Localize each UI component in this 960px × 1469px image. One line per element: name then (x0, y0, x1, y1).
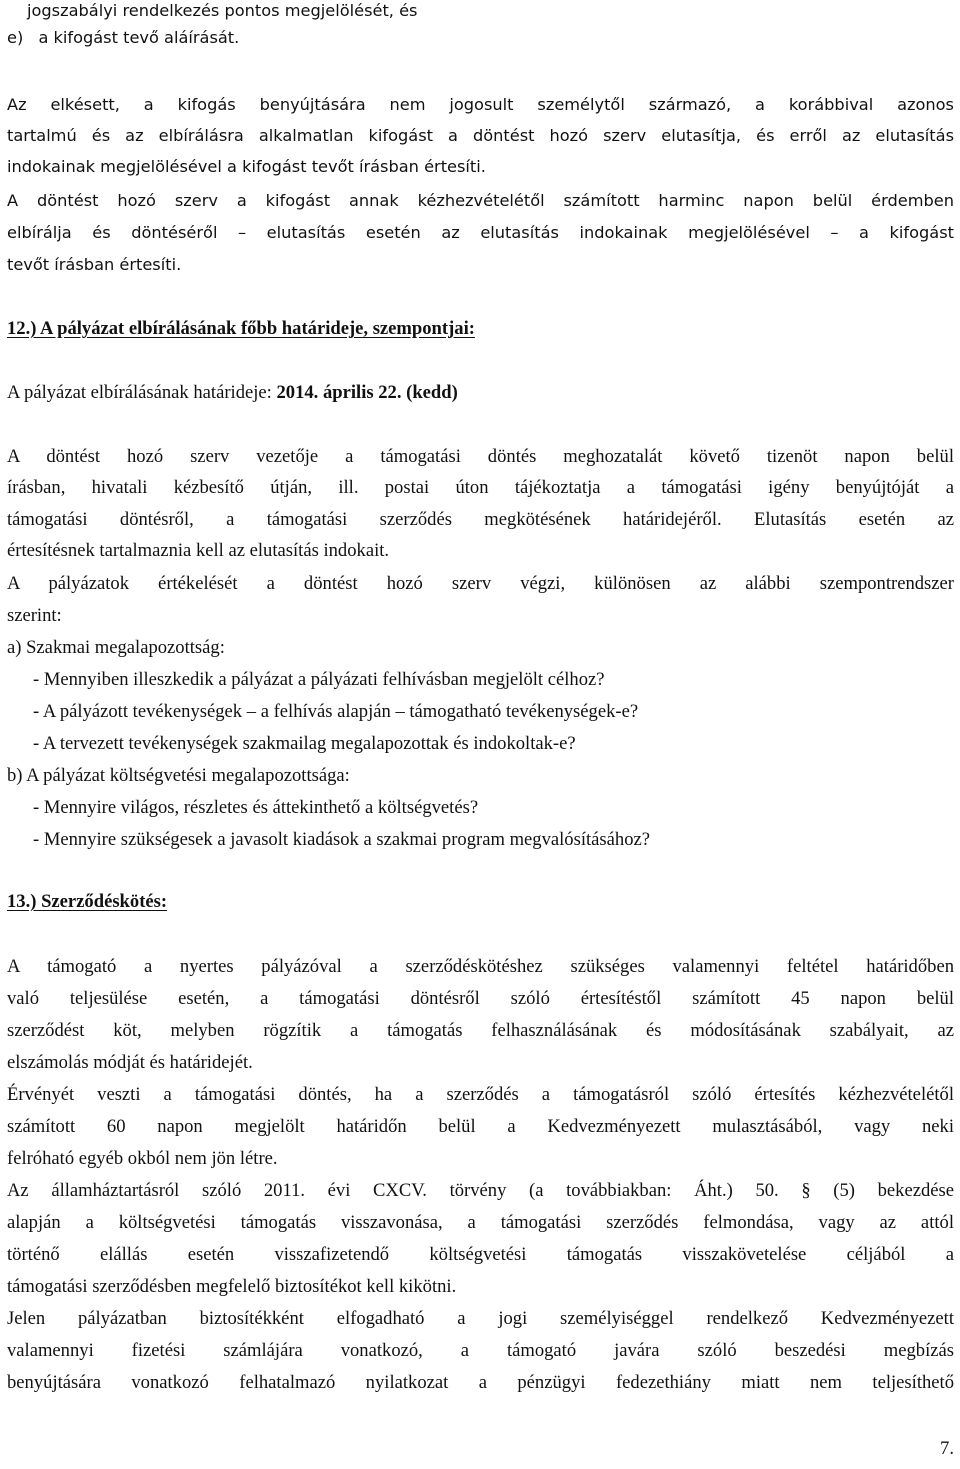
page-number: 7. (940, 1438, 954, 1459)
paragraph-line: valamennyi fizetési számlájára vonatkozó, a támogató javára szóló beszedési megbízás (7, 1340, 954, 1361)
list-item-e-text: a kifogást tevő aláírását. (38, 28, 240, 47)
paragraph-line: alapján a költségvetési támogatás visszavonása, a támogatási szerződés felmondása, vagy az attól (7, 1212, 954, 1233)
section-heading-12: 12.) A pályázat elbírálásának főbb határideje, szempontjai: (7, 318, 475, 339)
paragraph-line: Jelen pályázatban biztosítékként elfogadható a jogi személyiséggel rendelkező Kedvezményezett (7, 1308, 954, 1329)
deadline-label: A pályázat elbírálásának határideje: (7, 382, 277, 403)
criteria-item: - Mennyire világos, részletes és áttekinthető a költségvetés? (33, 797, 479, 818)
paragraph-line: benyújtására vonatkozó felhatalmazó nyilatkozat a pénzügyi fedezethiány miatt nem teljesíthető (7, 1372, 954, 1393)
paragraph-line: írásban, hivatali kézbesítő útján, ill. postai úton tájékoztatja a támogatási igény benyújtóját a (7, 477, 954, 498)
paragraph-line: indokainak megjelölésével a kifogást tevőt írásban értesíti. (7, 157, 486, 176)
paragraph-line: A döntést hozó szerv vezetője a támogatási döntés meghozatalát követő tizenöt napon belül (7, 446, 954, 467)
paragraph-line: történő elállás esetén visszafizetendő költségvetési támogatás visszakövetelése céljából a (7, 1244, 954, 1265)
paragraph-line: A támogató a nyertes pályázóval a szerződéskötéshez szükséges valamennyi feltétel határidőben (7, 956, 954, 977)
paragraph-line: Az elkésett, a kifogás benyújtására nem jogosult személytől származó, a korábbival azonos (7, 95, 954, 114)
criteria-item: - A tervezett tevékenységek szakmailag megalapozottak és indokoltak-e? (33, 733, 576, 754)
paragraph-line: tevőt írásban értesíti. (7, 255, 182, 274)
paragraph-line: szerződést köt, melyben rögzítik a támogatás felhasználásának és módosításának szabályait, az (7, 1020, 954, 1041)
criteria-title: b) A pályázat költségvetési megalapozottsága: (7, 765, 350, 786)
deadline-date: 2014. április 22. (kedd) (276, 382, 458, 403)
paragraph-line: számított 60 napon megjelölt határidőn belül a Kedvezményezett mulasztásából, vagy neki (7, 1116, 954, 1137)
list-continuation-line: jogszabályi rendelkezés pontos megjelölését, és (27, 1, 418, 20)
criteria-item: - Mennyire szükségesek a javasolt kiadások a szakmai program megvalósításához? (33, 829, 650, 850)
paragraph-line: A döntést hozó szerv a kifogást annak kézhezvételétől számított harminc napon belül érdemben (7, 191, 954, 210)
list-item-e-label: e) (7, 28, 24, 47)
criteria-title: a) Szakmai megalapozottság: (7, 637, 225, 658)
paragraph-line: értesítésnek tartalmaznia kell az elutasítás indokait. (7, 540, 390, 561)
list-item-e (7, 23, 954, 53)
section-heading-13: 13.) Szerződéskötés: (7, 891, 168, 912)
paragraph-line: elbírálja és döntéséről – elutasítás esetén az elutasítás indokainak megjelölésével – a kifogást (7, 223, 954, 242)
paragraph-line: támogatási szerződésben megfelelő biztosítékot kell kikötni. (7, 1276, 457, 1297)
paragraph-line: való teljesülése esetén, a támogatási döntésről szóló értesítéstől számított 45 napon belül (7, 988, 954, 1009)
paragraph-line: elszámolás módját és határidejét. (7, 1052, 253, 1073)
paragraph-line: A pályázatok értékelését a döntést hozó szerv végzi, különösen az alábbi szempontrendszer (7, 573, 954, 594)
paragraph-line: támogatási döntésről, a támogatási szerződés megkötésének határidejéről. Elutasítás esetén az (7, 509, 954, 530)
criteria-item: - Mennyiben illeszkedik a pályázat a pályázati felhívásban megjelölt célhoz? (33, 669, 605, 690)
paragraph-line: felróható egyéb okból nem jön létre. (7, 1148, 278, 1169)
paragraph-line: tartalmú és az elbírálásra alkalmatlan kifogást a döntést hozó szerv elutasítja, és erről az elutasítás (7, 126, 954, 145)
paragraph-line: Az államháztartásról szóló 2011. évi CXCV. törvény (a továbbiakban: Áht.) 50. § (5) bekezdése (7, 1180, 954, 1201)
evaluation-deadline (7, 378, 954, 408)
paragraph-line: Érvényét veszti a támogatási döntés, ha a szerződés a támogatásról szóló értesítés kézhezvételétől (7, 1084, 954, 1105)
criteria-item: - A pályázott tevékenységek – a felhívás alapján – támogatható tevékenységek-e? (33, 701, 639, 722)
paragraph-line: szerint: (7, 605, 62, 626)
